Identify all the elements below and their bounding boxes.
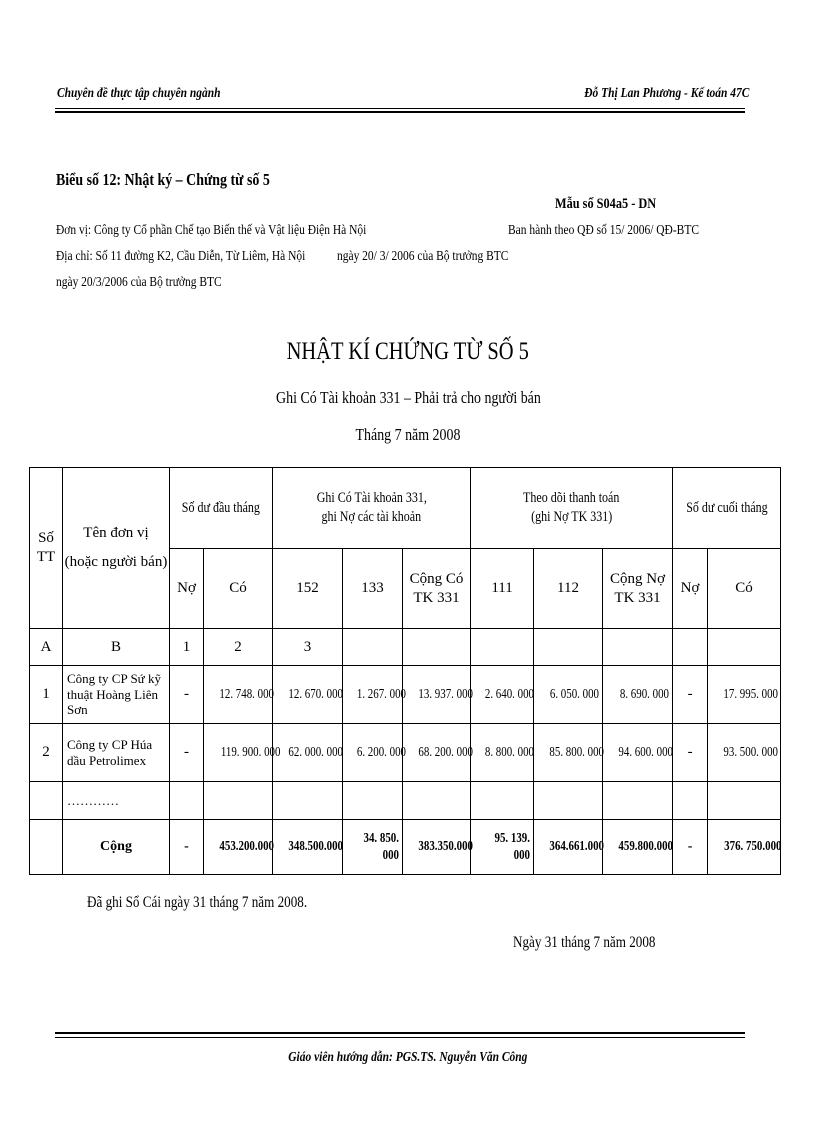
row-name: Công ty CP Húa dầu Petrolimex [63, 724, 170, 782]
empty-cell [708, 629, 781, 666]
empty-cell [534, 782, 603, 820]
empty-cell [534, 629, 603, 666]
row-cong-no: 94. 600. 000 [603, 724, 673, 782]
row-152: 62. 000. 000 [273, 724, 343, 782]
page-title: NHẬT KÍ CHỨNG TỪ SỐ 5 [286, 338, 530, 365]
row-open-co: 119. 900. 000 [204, 724, 273, 782]
empty-cell [30, 782, 63, 820]
empty-cell [343, 629, 403, 666]
header-row-1 [30, 468, 781, 549]
table-row [30, 666, 781, 724]
col-name-header: Tên đơn vị (hoặc người bán) [63, 468, 170, 629]
page-subtitle: Ghi Có Tài khoản 331 – Phải trả cho người bán [275, 388, 541, 407]
header-rule-thin [55, 108, 745, 109]
col-open-no: Nợ [170, 549, 204, 629]
ellipsis-cell: ………… [63, 782, 170, 820]
footer-instructor: Giáo viên hướng dẫn: PGS.TS. Nguyễn Văn Công [288, 1050, 528, 1065]
empty-cell [673, 629, 708, 666]
row-stt: 2 [30, 724, 63, 782]
total-open-co: 453.200.000 [204, 820, 273, 875]
col-pay-header: Theo dõi thanh toán (ghi Nợ TK 331) [471, 468, 673, 549]
table-row [30, 724, 781, 782]
col-close-header: Số dư cuối tháng [673, 468, 781, 549]
total-cong-co: 383.350.000 [403, 820, 471, 875]
form-caption: Biểu số 12: Nhật ký – Chứng từ số 5 [56, 170, 270, 189]
code-cell: B [63, 629, 170, 666]
form-issued-date: ngày 20/ 3/ 2006 của Bộ trưởng BTC [337, 249, 509, 264]
row-111: 2. 640. 000 [471, 666, 534, 724]
row-cong-no: 8. 690. 000 [603, 666, 673, 724]
total-112: 364.661.000 [534, 820, 603, 875]
empty-cell [403, 782, 471, 820]
row-open-co: 12. 748. 000 [204, 666, 273, 724]
footer-rule-thick [55, 1032, 745, 1034]
total-open-no: - [170, 820, 204, 875]
col-152: 152 [273, 549, 343, 629]
total-152: 348.500.000 [273, 820, 343, 875]
row-stt: 1 [30, 666, 63, 724]
col-open-header: Số dư đầu tháng [170, 468, 273, 549]
row-cong-co: 13. 937. 000 [403, 666, 471, 724]
code-cell: 2 [204, 629, 273, 666]
empty-cell [471, 629, 534, 666]
total-row [30, 820, 781, 875]
code-row [30, 629, 781, 666]
total-close-no: - [673, 820, 708, 875]
row-133: 1. 267. 000 [343, 666, 403, 724]
row-111: 8. 800. 000 [471, 724, 534, 782]
ellipsis-row [30, 782, 781, 820]
col-133: 133 [343, 549, 403, 629]
row-112: 85. 800. 000 [534, 724, 603, 782]
header-left: Chuyên đề thực tập chuyên ngành [57, 86, 221, 101]
empty-cell [603, 782, 673, 820]
ledger-note: Đã ghi Sổ Cái ngày 31 tháng 7 năm 2008. [87, 894, 308, 911]
empty-cell [603, 629, 673, 666]
empty-cell [471, 782, 534, 820]
header-right: Đỗ Thị Lan Phương - Kế toán 47C [584, 86, 750, 101]
empty-cell [273, 782, 343, 820]
form-unit: Đơn vị: Công ty Cổ phần Chế tạo Biến thế và Vật liệu Điện Hà Nội [56, 223, 367, 238]
col-cong-co: Cộng Có TK 331 [403, 549, 471, 629]
page-period: Tháng 7 năm 2008 [355, 425, 461, 444]
row-close-co: 17. 995. 000 [708, 666, 781, 724]
total-label: Cộng [63, 820, 170, 875]
row-cong-co: 68. 200. 000 [403, 724, 471, 782]
col-112: 112 [534, 549, 603, 629]
code-cell: 3 [273, 629, 343, 666]
code-cell: A [30, 629, 63, 666]
footer-rule-thin [55, 1037, 745, 1038]
col-credit-header: Ghi Có Tài khoản 331, ghi Nợ các tài khoản [273, 468, 471, 549]
col-cong-no: Cộng Nợ TK 331 [603, 549, 673, 629]
form-issued: Ban hành theo QĐ số 15/ 2006/ QĐ-BTC [508, 223, 700, 238]
header-rule-thick [55, 111, 745, 113]
row-close-no: - [673, 666, 708, 724]
row-112: 6. 050. 000 [534, 666, 603, 724]
col-open-co: Có [204, 549, 273, 629]
row-open-no: - [170, 666, 204, 724]
empty-cell [204, 782, 273, 820]
empty-cell [30, 820, 63, 875]
total-111: 95. 139. 000 [471, 820, 534, 875]
row-name: Công ty CP Sứ kỹ thuật Hoàng Liên Sơn [63, 666, 170, 724]
ledger-table [29, 467, 781, 875]
code-cell: 1 [170, 629, 204, 666]
col-111: 111 [471, 549, 534, 629]
total-close-co: 376. 750.000 [708, 820, 781, 875]
form-code: Mẫu số S04a5 - DN [555, 196, 657, 212]
form-address: Địa chỉ: Số 11 đường K2, Cầu Diễn, Từ Liêm, Hà Nội [56, 249, 306, 264]
total-133: 34. 850. 000 [343, 820, 403, 875]
row-close-co: 93. 500. 000 [708, 724, 781, 782]
col-close-co: Có [708, 549, 781, 629]
col-close-no: Nợ [673, 549, 708, 629]
signing-date: Ngày 31 tháng 7 năm 2008 [513, 934, 656, 951]
row-133: 6. 200. 000 [343, 724, 403, 782]
empty-cell [403, 629, 471, 666]
row-open-no: - [170, 724, 204, 782]
empty-cell [708, 782, 781, 820]
row-close-no: - [673, 724, 708, 782]
empty-cell [170, 782, 204, 820]
total-cong-no: 459.800.000 [603, 820, 673, 875]
empty-cell [343, 782, 403, 820]
empty-cell [673, 782, 708, 820]
form-issued-date-2: ngày 20/3/2006 của Bộ trưởng BTC [56, 275, 222, 290]
row-152: 12. 670. 000 [273, 666, 343, 724]
col-stt-header: Số TT [30, 468, 63, 629]
